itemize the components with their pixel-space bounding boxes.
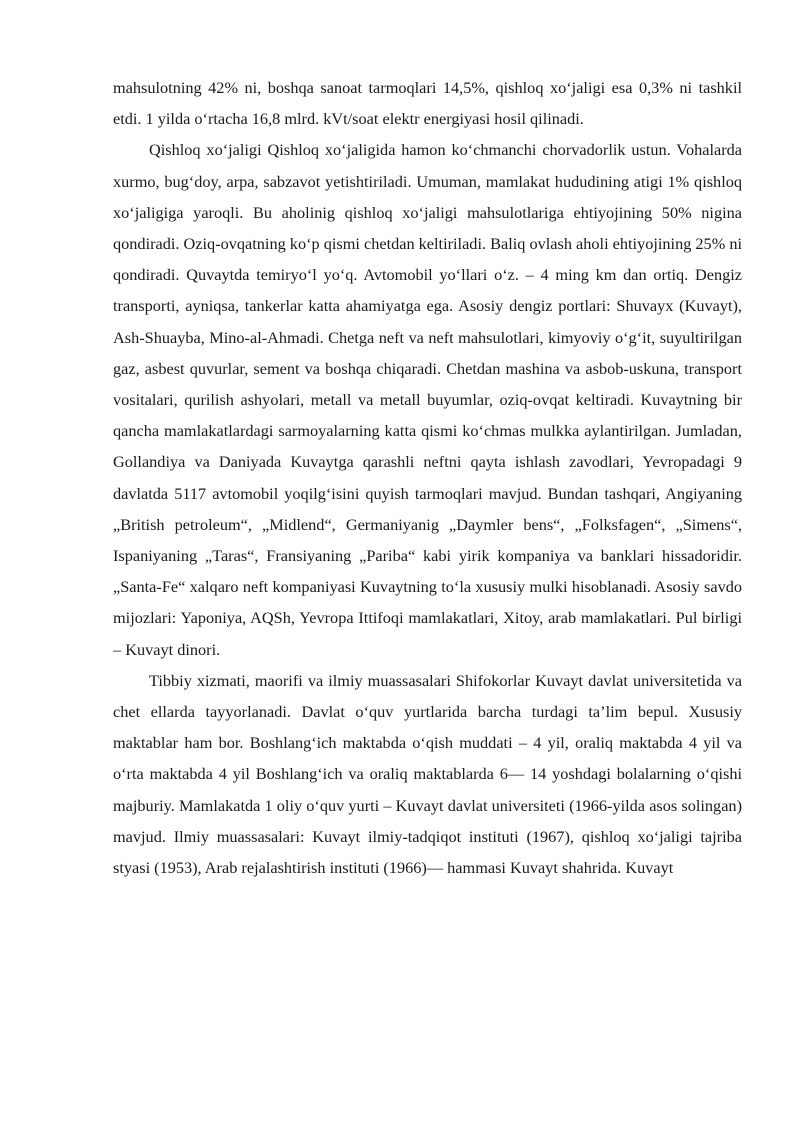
document-body <box>113 72 742 883</box>
paragraph-agriculture-economy: Qishloq xo‘jaligi Qishloq xo‘jaligida hamon ko‘chmanchi chorvadorlik ustun. Vohalarda xurmo, bug‘doy, arpa, sabzavot yetishtiriladi. Umuman, mamlakat hududining atigi 1% qishloq xo‘jaligiga yaroqli. Bu aholinig qishloq xo‘jaligi mahsulotlariga ehtiyojining 50% nigina qondiradi. Oziq-ovqatning ko‘p qismi chetdan keltiriladi. Baliq ovlash aholi ehtiyojining 25% ni qondiradi. Quvaytda temiryo‘l yo‘q. Avtomobil yo‘llari o‘z. – 4 ming km dan ortiq. Dengiz transporti, ayniqsa, tankerlar katta ahamiyatga ega. Asosiy dengiz portlari: Shuvayx (Kuvayt), Ash-Shuayba, Mino-al-Ahmadi. Chetga neft va neft mahsulotlari, kimyoviy o‘g‘it, suyultirilgan gaz, asbest quvurlar, sement va boshqa chiqaradi. Chetdan mashina va asbob-uskuna, transport vositalari, qurilish ashyolari, metall va metall buyumlar, oziq-ovqat keltiradi. Kuvaytning bir qancha mamlakatlardagi sarmoyalarning katta qismi ko‘chmas mulkka aylantirilgan. Jumladan, Gollandiya va Daniyada Kuvaytga qarashli neftni qayta ishlash zavodlari, Yevropadagi 9 davlatda 5117 avtomobil yoqilg‘isini quyish tarmoqlari mavjud. Bundan tashqari, Angiyaning „British petroleum“, „Midlend“, Germaniyanig „Daymler bens“, „Folksfagen“, „Simens“, Ispaniyaning „Taras“, Fransiyaning „Pariba“ kabi yirik kompaniya va banklari hissadoridir. „Santa-Fe“ xalqaro neft kompaniyasi Kuvaytning to‘la xususiy mulki hisoblanadi. Asosiy savdo mijozlari: Yaponiya, AQSh, Yevropa Ittifoqi mamlakatlari, Xitoy, arab mamlakatlari. Pul birligi – Kuvayt dinori. <box>113 140 742 659</box>
paragraph-health-education: Tibbiy xizmati, maorifi va ilmiy muassasalari Shifokorlar Kuvayt davlat universitetida va chet ellarda tayyorlanadi. Davlat o‘quv yurtlarida barcha turdagi ta’lim bepul. Xususiy maktablar ham bor. Boshlang‘ich maktabda o‘qish muddati – 4 yil, oraliq maktabda 4 yil va o‘rta maktabda 4 yil Boshlang‘ich va oraliq maktablarda 6— 14 yoshdagi bolalarning o‘qishi majburiy. Mamlakatda 1 oliy o‘quv yurti – Kuvayt davlat universiteti (1966-yilda asos solingan) mavjud. Ilmiy muassasalari: Kuvayt ilmiy-tadqiqot instituti (1967), qishloq xo‘jaligi tajriba styasi (1953), Arab rejalashtirish instituti (1966)— hammasi Kuvayt shahrida. Kuvayt <box>113 670 742 878</box>
paragraph-energy-continuation: mahsulotning 42% ni, boshqa sanoat tarmoqlari 14,5%, qishloq xo‘jaligi esa 0,3% ni tashkil etdi. 1 yilda o‘rtacha 16,8 mlrd. kVt/soat elektr energiyasi hosil qilinadi. <box>113 78 742 129</box>
